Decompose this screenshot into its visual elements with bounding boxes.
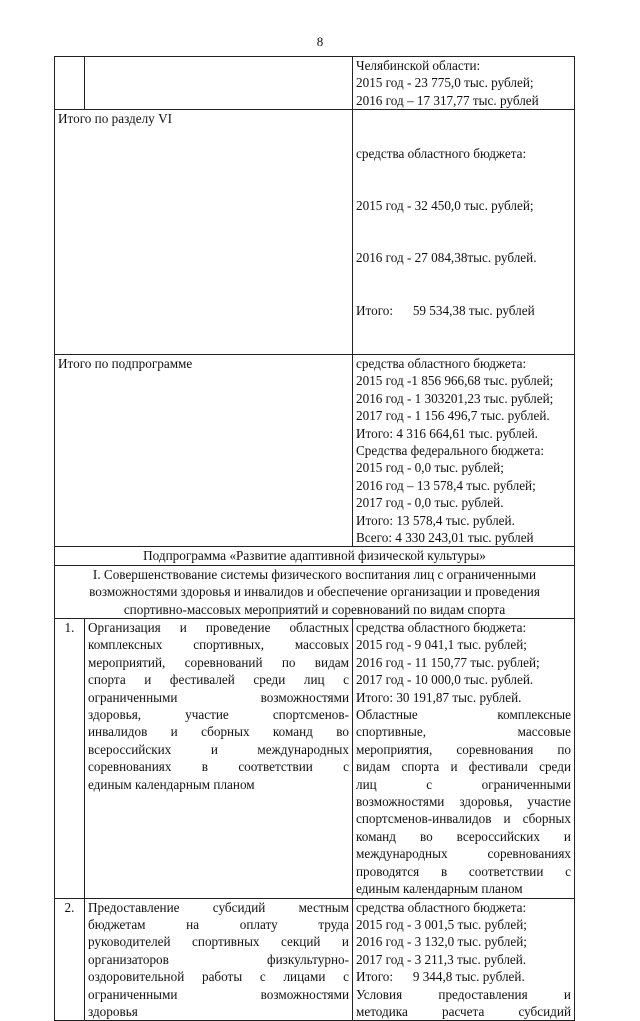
funding-line: 2016 год - 1 303201,23 тыс. рублей; <box>356 390 554 406</box>
cell-funding <box>353 57 575 110</box>
page-number: 8 <box>316 34 324 49</box>
table-row-section-total <box>55 110 575 355</box>
desc-line: соревнованиях в соответствии с <box>88 759 349 775</box>
funding-line: 2016 год – 13 578,4 тыс. рублей; <box>356 477 536 493</box>
funding-line: 2017 год - 1 156 496,7 тыс. рублей. <box>356 408 550 424</box>
result-line: единым календарным планом <box>356 881 523 897</box>
funding-line: 2017 год - 3 211,3 тыс. рублей. <box>356 951 527 967</box>
desc-line: единым календарным планом <box>88 776 255 792</box>
funding-line: 2016 год – 17 317,77 тыс. рублей <box>356 92 539 108</box>
result-line: команд во всероссийских и <box>356 828 571 844</box>
cell-empty <box>55 57 85 110</box>
subprogram-total-label: Итого по подпрограмме <box>55 354 353 546</box>
program-table <box>54 56 575 1021</box>
funding-line: Челябинской области: <box>356 58 481 73</box>
desc-line: комплексных спортивных, массовых <box>88 637 349 653</box>
funding-line: Итого: 13 578,4 тыс. рублей. <box>356 512 515 528</box>
desc-line: всероссийских и международных <box>88 741 349 757</box>
result-line: спортсменов-инвалидов и сборных <box>356 811 571 827</box>
item-funding-and-result <box>353 619 575 899</box>
funding-line: средства областного бюджета: <box>356 146 527 162</box>
funding-line: 2015 год - 32 450,0 тыс. рублей; <box>356 198 534 214</box>
result-line: спортивные, массовые <box>356 724 571 740</box>
desc-line: Организация и проведение областных <box>88 620 349 635</box>
table-row-section-title <box>55 565 575 618</box>
result-line: Областные комплексные <box>356 707 571 723</box>
desc-line: спорта и фестивалей среди лиц с <box>88 672 349 688</box>
funding-line: 2016 год - 27 084,38тыс. рублей. <box>356 250 537 266</box>
result-line: Условия предоставления и <box>356 986 571 1002</box>
section-title-line: спортивно-массовых мероприятий и соревнований по видам спорта <box>123 601 506 617</box>
desc-line: бюджетам на оплату труда <box>88 916 349 932</box>
funding-line: 2015 год - 0,0 тыс. рублей; <box>356 460 504 476</box>
result-line: лиц с ограниченными <box>356 776 571 792</box>
table-row-continuation <box>55 57 575 110</box>
result-line: методика расчета субсидий <box>356 1003 571 1019</box>
item-description <box>85 619 353 899</box>
section-total-label: Итого по разделу VI <box>55 110 353 355</box>
funding-line: Итого: 9 344,8 тыс. рублей. <box>356 969 525 985</box>
funding-line: 2015 год - 23 775,0 тыс. рублей; <box>356 75 534 91</box>
funding-line: 2016 год - 11 150,77 тыс. рублей; <box>356 654 540 670</box>
funding-line: 2015 год - 3 001,5 тыс. рублей; <box>356 916 527 932</box>
funding-line: 2015 год - 9 041,1 тыс. рублей; <box>356 637 527 653</box>
funding-line: 2017 год - 0,0 тыс. рублей. <box>356 495 504 511</box>
table-row-item-2 <box>55 898 575 1021</box>
item-description <box>85 898 353 1021</box>
desc-line: Предоставление субсидий местным <box>88 899 349 915</box>
result-line: проводятся в соответствии с <box>356 863 571 879</box>
funding-line: 2015 год -1 856 966,68 тыс. рублей; <box>356 373 554 389</box>
cell-funding <box>353 354 575 546</box>
table-row-item-1 <box>55 619 575 899</box>
item-number: 2. <box>55 898 85 1021</box>
result-line: возможностями здоровья, участие <box>356 794 571 810</box>
result-line: международных соревнованиях <box>356 846 571 862</box>
funding-line: средства областного бюджета: <box>356 899 527 915</box>
funding-line: Итого: 30 191,87 тыс. рублей. <box>356 689 522 705</box>
section-title-line: возможностями здоровья и инвалидов и обеспечение организации и проведения <box>89 584 540 600</box>
item-number: 1. <box>55 619 85 899</box>
desc-line: ограниченными возможностями <box>88 689 349 705</box>
table-row-subprogram-title <box>55 547 575 565</box>
desc-line: руководителей спортивных секций и <box>88 934 349 950</box>
funding-line: средства областного бюджета: <box>356 355 527 371</box>
desc-line: здоровья, участие спортсменов- <box>88 707 349 723</box>
funding-line: Итого: 59 534,38 тыс. рублей <box>356 302 535 318</box>
funding-line: Итого: 4 316 664,61 тыс. рублей. <box>356 425 538 441</box>
table-row-subprogram-total <box>55 354 575 546</box>
funding-line: 2017 год - 10 000,0 тыс. рублей. <box>356 672 534 688</box>
funding-line: Средства федерального бюджета: <box>356 442 544 458</box>
cell-funding <box>353 110 575 355</box>
desc-line: мероприятий, соревнований по видам <box>88 654 349 670</box>
desc-line: организаторов физкультурно- <box>88 951 349 967</box>
desc-line: инвалидов и сборных команд во <box>88 724 349 740</box>
funding-line: средства областного бюджета: <box>356 620 527 635</box>
cell-empty <box>85 57 353 110</box>
result-line: видам спорта и фестивали среди <box>356 759 571 775</box>
section-title-line: I. Совершенствование системы физического воспитания лиц с ограниченными <box>92 566 537 582</box>
funding-line: 2016 год - 3 132,0 тыс. рублей; <box>356 934 527 950</box>
desc-line: здоровья <box>88 1003 138 1019</box>
result-line: мероприятия, соревнования по <box>356 741 571 757</box>
section-title <box>55 565 575 618</box>
funding-line: Всего: 4 330 243,01 тыс. рублей <box>356 529 534 545</box>
desc-line: оздоровительной работы с лицами с <box>88 969 349 985</box>
item-funding-and-result <box>353 898 575 1021</box>
subprogram-title: Подпрограмма «Развитие адаптивной физической культуры» <box>55 547 575 565</box>
desc-line: ограниченными возможностями <box>88 986 349 1002</box>
